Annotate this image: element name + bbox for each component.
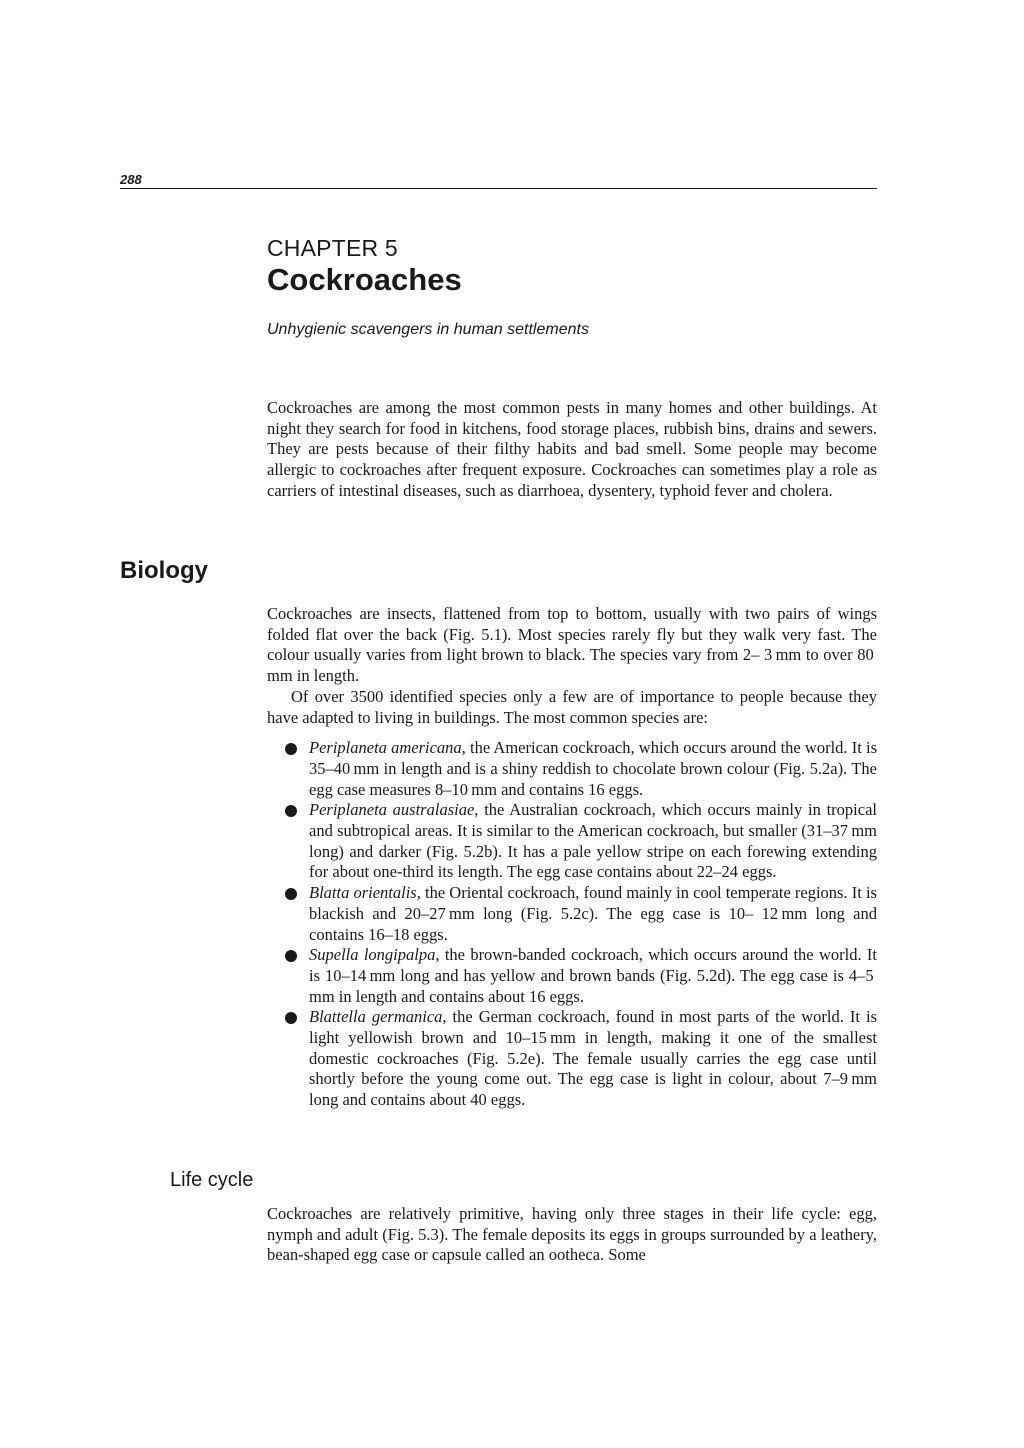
section-heading-biology: Biology <box>120 557 208 584</box>
page-header <box>120 172 877 189</box>
biology-section <box>267 604 877 1111</box>
species-name: Periplaneta australasiae <box>309 800 475 820</box>
species-name: Blatta orientalis <box>309 883 417 903</box>
species-description: , the American cockroach, which occurs around the world. It is 35–40 mm in length and is a shiny reddish to chocolate brown colour (Fig. 5.2a). The egg case measures 8–10 mm and contains 16 eggs. <box>309 738 878 799</box>
list-item <box>267 800 877 883</box>
life-cycle-paragraph: Cockroaches are relatively primitive, having only three stages in their life cycle: egg, nymph and adult (Fig. 5.3). The female deposits its eggs in groups surrounded by a leathery, bean-shaped egg case or capsule called an ootheca. Some <box>267 1204 877 1265</box>
section-heading-life-cycle: Life cycle <box>170 1169 254 1191</box>
bullet-icon <box>285 743 297 755</box>
list-item <box>267 945 877 1007</box>
species-list <box>267 738 877 1111</box>
page-number: 288 <box>120 172 142 187</box>
intro-section <box>267 398 877 502</box>
bullet-icon <box>285 888 297 900</box>
bullet-icon <box>285 805 297 817</box>
list-item <box>267 883 877 945</box>
biology-paragraph-1: Cockroaches are insects, flattened from top to bottom, usually with two pairs of wings folded flat over the back (Fig. 5.1). Most species rarely fly but they walk very fast. The colour usually varies from light brown to black. The species vary from 2– 3 mm to over 80 mm in length. <box>267 604 877 686</box>
chapter-subtitle: Unhygienic scavengers in human settlements <box>267 321 589 338</box>
bullet-icon <box>285 1012 297 1024</box>
list-item <box>267 738 877 800</box>
biology-paragraph-2: Of over 3500 identified species only a few are of importance to people because they have adapted to living in buildings. The most common species are: <box>267 686 877 727</box>
life-cycle-section <box>267 1204 877 1266</box>
species-description: , the brown-banded cockroach, which occurs around the world. It is 10–14 mm long and has yellow and brown bands (Fig. 5.2d). The egg case is 4–5 mm in length and contains about 16 eggs. <box>309 945 877 1006</box>
species-name: Periplaneta americana <box>309 738 462 758</box>
chapter-label: CHAPTER 5 <box>267 235 398 261</box>
species-description: , the Oriental cockroach, found mainly in cool temperate regions. It is blackish and 20–27 mm long (Fig. 5.2c). The egg case is 10– 12 mm long and contains 16–18 eggs. <box>309 883 877 944</box>
intro-paragraph: Cockroaches are among the most common pests in many homes and other buildings. At night they search for food in kitchens, food storage places, rubbish bins, drains and sewers. They are pests because of their filthy habits and bad smell. Some people may become allergic to cockroaches after frequent exposure. Cockroaches can sometimes play a role as carriers of intestinal diseases, such as diarrhoea, dysentery, typhoid fever and cholera. <box>267 398 877 500</box>
species-description: , the German cockroach, found in most parts of the world. It is light yellowish brown and 10–15 mm in length, making it one of the smallest domestic cockroaches (Fig. 5.2e). The female usually carries the egg case until shortly before the young come out. The egg case is light in colour, about 7–9 mm long and contains about 40 eggs. <box>309 1007 877 1110</box>
chapter-title: Cockroaches <box>267 262 462 297</box>
species-name: Blattella germanica <box>309 1007 443 1027</box>
list-item <box>267 1007 877 1111</box>
species-name: Supella longipalpa <box>309 945 436 965</box>
bullet-icon <box>285 950 297 962</box>
species-description: , the Australian cockroach, which occurs mainly in tropical and subtropical areas. It is similar to the American cockroach, but smaller (31–37 mm long) and darker (Fig. 5.2b). It has a pale yellow stripe on each forewing extending for about one-third its length. The egg case contains about 22–24 eggs. <box>309 800 877 882</box>
